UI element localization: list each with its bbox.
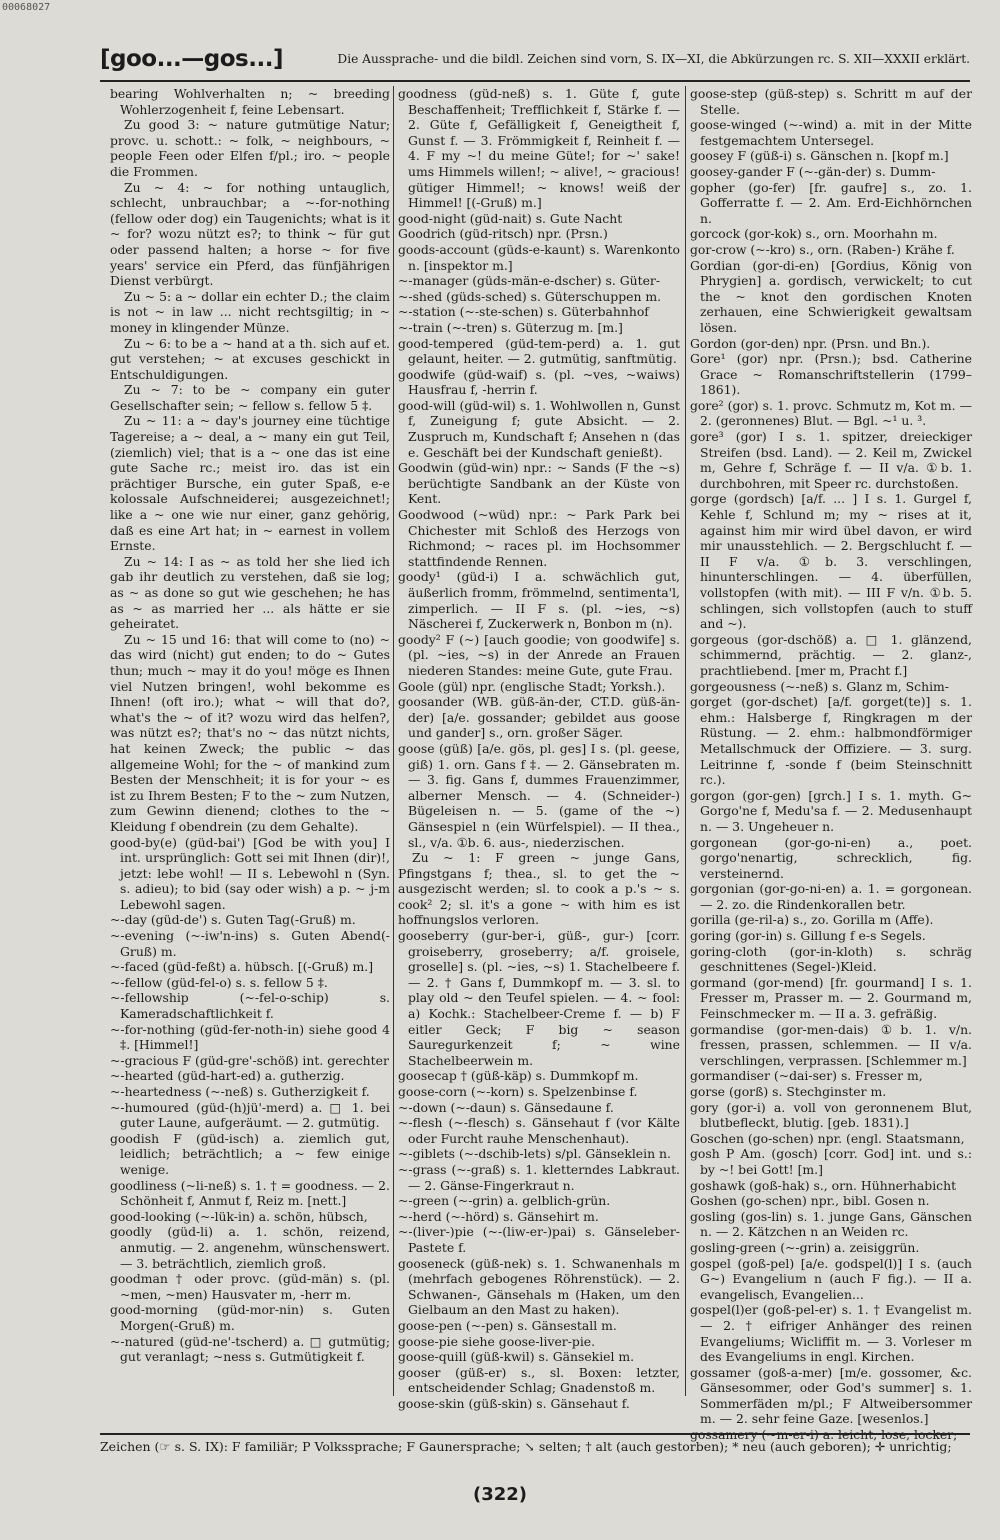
dictionary-entry: ~-humoured (güd-(h)jü'-merd) a. □ 1. bei guter Laune, aufgeräumt. — 2. gutmütig. bbox=[110, 1099, 390, 1131]
dictionary-entry: goosecap † (güß-käp) s. Dummkopf m. bbox=[398, 1068, 639, 1084]
dictionary-entry: goodish F (güd-isch) a. ziemlich gut, leidlich; beträchtlich; a ~ few einige wenige. bbox=[110, 1130, 390, 1177]
dictionary-entry: ~-(liver-)pie (~-(liw-er-)pai) s. Gänseleber-Pastete f. bbox=[398, 1224, 680, 1255]
header-note: Die Aussprache- und die bildl. Zeichen sind vorn, S. IX—XI, die Abkürzungen rc. S. XII—XXXII erklärt. bbox=[337, 52, 970, 66]
dictionary-entry: gorgonean (gor-go-ni-en) a., poet. gorgo'nenartig, schrecklich, fig. versteinernd. bbox=[690, 834, 972, 881]
dictionary-entry: Gore¹ (gor) npr. (Prsn.); bsd. Catherine Grace ~ Romanschriftstellerin (1799–1861). bbox=[690, 351, 972, 398]
dictionary-entry: gorgonian (gor-go-ni-en) a. 1. = gorgonean. — 2. zo. die Rindenkorallen betr. bbox=[690, 881, 972, 912]
dictionary-entry: gorget (gor-dschet) [a/f. gorget(te)] s. 1. ehm.: Halsberge f, Ringkragen m der Rüstung. — 2. ehm.: halbmondförmiger Metallschmuck der Offiziere. — 3. surg. Leitrinne f, -sonde f (beim Steinschnitt rc.). bbox=[690, 694, 972, 788]
dictionary-entry: gopher (go-fer) [fr. gaufre] s., zo. 1. Gofferratte f. — 2. Am. Erd-Eichhörnchen n. bbox=[690, 179, 972, 226]
dictionary-entry: ~-day (güd-de') s. Guten Tag(-Gruß) m. bbox=[110, 912, 356, 928]
dictionary-entry: good-looking (~-lük-in) a. schön, hübsch, bbox=[110, 1208, 368, 1224]
dictionary-entry: gormandiser (~dai-ser) s. Fresser m, bbox=[690, 1068, 923, 1084]
page-number: (322) bbox=[472, 1484, 528, 1505]
dictionary-entry: goodly (güd-li) a. 1. schön, reizend, anmutig. — 2. angenehm, wünschenswert. — 3. beträchtlich, ziemlich groß. bbox=[110, 1224, 390, 1271]
dictionary-entry: goosander (WB. güß-än-der, CT.D. güß-än-der) [a/e. gossander; gebildet aus goose und gander] s., orn. großer Säger. bbox=[398, 694, 680, 741]
headword-range: [goo...—gos...] bbox=[100, 46, 283, 72]
column-rule-left bbox=[393, 86, 394, 1396]
dictionary-entry: goodman † oder provc. (güd-män) s. (pl. ~men, ~men) Hausvater m, -herr m. bbox=[110, 1271, 390, 1302]
dictionary-entry: goody¹ (güd-i) I a. schwächlich gut, äußerlich fromm, frömmelnd, sentimenta'l, zimperlich. — II F s. (pl. ~ies, ~s) Näscherei f, Zuckerwerk n, Bonbon m (n). bbox=[398, 569, 680, 632]
dictionary-entry: Goschen (go-schen) npr. (engl. Staatsmann, bbox=[690, 1130, 965, 1146]
dictionary-entry: goose-pie siehe goose-liver-pie. bbox=[398, 1333, 596, 1349]
dictionary-entry: gosh P Am. (gosch) [corr. God] int. und s.: by ~! bei Gott! [m.] bbox=[690, 1146, 972, 1177]
dictionary-entry: gospel (goß-pel) [a/e. godspel(l)] I s. (auch G~) Evangelium n (auch F fig.). — II a. evangelisch, Evangelien... bbox=[690, 1255, 972, 1302]
dictionary-entry: ~-down (~-daun) s. Gänsedaune f. bbox=[398, 1099, 614, 1115]
dictionary-entry: goose (güß) [a/e. gös, pl. ges] I s. (pl. geese, giß) 1. orn. Gans f ‡. — 2. Gänsebraten m. — 3. fig. Gans f, dummes Frauenzimmer, alberner Mensch. — 4. (Schneider-) Bügeleisen n. — 5. (game of the ~) Gänsespiel n (ein Würfelspiel). — II thea., sl., v/a. ①b. 6. aus-, niederzischen. bbox=[398, 740, 680, 850]
dictionary-entry: Zu ~ 4: ~ for nothing untauglich, schlecht, unbrauchbar; a ~-for-nothing (fellow oder dog) ein Taugenichts; what is it ~ for? wozu nützt es?; to think ~ für gut oder passend halten; a horse ~ for five years' service ein Pferd, das fünfjährigen Dienst verbürgt. bbox=[110, 179, 390, 289]
scan-id: 00068027 bbox=[2, 2, 51, 13]
dictionary-entry: Goodrich (güd-ritsch) npr. (Prsn.) bbox=[398, 226, 608, 242]
dictionary-entry: bearing Wohlverhalten n; ~ breeding Wohlerzogenheit f, feine Lebensart. bbox=[110, 86, 390, 117]
dictionary-entry: good-tempered (güd-tem-perd) a. 1. gut gelaunt, heiter. — 2. gutmütig, sanftmütig. bbox=[398, 335, 680, 367]
dictionary-entry: gooser (güß-er) s., sl. Boxen: letzter, entscheidender Schlag; Gnadenstoß m. bbox=[398, 1364, 680, 1396]
dictionary-entry: gorgon (gor-gen) [grch.] I s. 1. myth. G~ Gorgo'ne f, Medu'sa f. — 2. Medusenhaupt n. — 3. Ungeheuer n. bbox=[690, 787, 972, 834]
dictionary-entry: goodliness (~li-neß) s. 1. † = goodness. — 2. Schönheit f, Anmut f, Reiz m. [nett.] bbox=[110, 1177, 390, 1209]
dictionary-entry: gorilla (ge-ril-a) s., zo. Gorilla m (Affe). bbox=[690, 912, 934, 928]
dictionary-entry: goring-cloth (gor-in-kloth) s. schräg geschnittenes (Segel-)Kleid. bbox=[690, 943, 972, 975]
dictionary-entry: goring (gor-in) s. Gillung f e-s Segels. bbox=[690, 928, 926, 944]
column-right bbox=[690, 86, 972, 1443]
dictionary-entry: gooseberry (gur-ber-i, güß-, gur-) [corr. groiseberry, groseberry; a/f. groisele, groselle] s. (pl. ~ies, ~s) 1. Stachelbeere f. — 2. † Gans f, Dummkopf m. — 3. sl. to play old ~ den Teufel spielen. — 4. ~ fool: a) Kochk.: Stachelbeer-Creme f. — b) F eitler Geck; F big ~ season Sauregurkenzeit f; ~ wine Stachelbeerwein m. bbox=[398, 928, 680, 1068]
dictionary-entry: ~-flesh (~-flesch) s. Gänsehaut f (vor Kälte oder Furcht rauhe Menschenhaut). bbox=[398, 1115, 680, 1146]
dictionary-entry: ~-shed (güds-sched) s. Güterschuppen m. bbox=[398, 288, 662, 304]
column-rule-right bbox=[685, 86, 686, 1396]
dictionary-entry: ~-giblets (~-dschib-lets) s/pl. Gänseklein n. bbox=[398, 1146, 671, 1162]
dictionary-entry: gor-crow (~-kro) s., orn. (Raben-) Krähe f. bbox=[690, 241, 955, 257]
dictionary-entry: Gordon (gor-den) npr. (Prsn. und Bn.). bbox=[690, 335, 931, 351]
dictionary-entry: gosling (gos-lin) s. 1. junge Gans, Gänschen n. — 2. Kätzchen n an Weiden rc. bbox=[690, 1208, 972, 1240]
dictionary-entry: gorge (gordsch) [a/f. ... ] I s. 1. Gurgel f, Kehle f, Schlund m; my ~ rises at it, against him mir wird übel davon, er wird mir unausstehlich. — 2. Bergschlucht f. — II F v/a. ①b. 3. verschlingen, hinunterschlingen. — 4. überfüllen, vollstopfen (with mit). — III F v/n. ①b. 5. schlingen, sich vollstopfen (auch to stuff and ~). bbox=[690, 491, 972, 632]
dictionary-entry: ~-fellowship (~-fel-o-schip) s. Kameradschaftlichkeit f. bbox=[110, 990, 390, 1022]
dictionary-entry: gorgeous (gor-dschöß) a. □ 1. glänzend, schimmernd, prächtig. — 2. glanz-, prachtliebend. [mer m, Pracht f.] bbox=[690, 631, 972, 678]
column-middle bbox=[398, 86, 680, 1411]
dictionary-entry: good-morning (güd-mor-nin) s. Guten Morgen(-Gruß) m. bbox=[110, 1302, 390, 1333]
dictionary-entry: goose-corn (~-korn) s. Spelzenbinse f. bbox=[398, 1084, 638, 1099]
dictionary-entry: Zu ~ 5: a ~ dollar ein echter D.; the claim is not ~ in law ... nicht rechtsgiltig; in ~ money in klingender Münze. bbox=[110, 288, 390, 335]
dictionary-entry: Zu ~ 7: to be ~ company ein guter Gesellschafter sein; ~ fellow s. fellow 5 ‡. bbox=[110, 382, 390, 413]
dictionary-entry: goodness (güd-neß) s. 1. Güte f, gute Beschaffenheit; Trefflichkeit f, Stärke f. — 2. Güte f, Gefälligkeit f, Geneigtheit f, Gunst f. — 3. Frömmigkeit f, Reinheit f. — 4. F my ~! du meine Güte!; for ~' sake! ums Himmels willen!; ~ alive!, ~ gracious! gütiger Himmel!; ~ knows! weiß der Himmel! [(-Gruß) m.] bbox=[398, 86, 680, 211]
dictionary-entry: Gordian (gor-di-en) [Gordius, König von Phrygien] a. gordisch, verwickelt; to cut the ~ knot den gordischen Knoten zerhauen, eine Schwierigkeit gewaltsam lösen. bbox=[690, 257, 972, 335]
dictionary-entry: Goshen (go-schen) npr., bibl. Gosen n. bbox=[690, 1193, 930, 1209]
dictionary-entry: goose-quill (güß-kwil) s. Gänsekiel m. bbox=[398, 1349, 635, 1365]
page-header bbox=[100, 44, 970, 82]
dictionary-entry: ~-gracious F (güd-gre'-schöß) int. gerechter bbox=[110, 1052, 389, 1068]
dictionary-entry: Zu ~ 15 und 16: that will come to (no) ~ das wird (nicht) gut enden; to do ~ Gutes thun; much ~ may it do you! möge es Ihnen viel Nutzen bringen!, wohl bekomme es Ihnen! (oft iro.); what ~ will that do?, what's the ~ of it? wozu wird das helfen?, was nützt es?; that's no ~ das nützt nichts, hat keinen Zweck; the public ~ das allgemeine Wohl; for the ~ of mankind zum Besten der Menschheit; it is for your ~ es ist zu Ihrem Besten; F to the ~ zum Nutzen, zum Gewinn dienend; clothes to the ~ Kleidung f obendrein (zu dem Gehalte). bbox=[110, 631, 390, 834]
dictionary-entry: goodwife (güd-waif) s. (pl. ~ves, ~waiws) Hausfrau f, -herrin f. bbox=[398, 366, 680, 398]
dictionary-entry: gorcock (gor-kok) s., orn. Moorhahn m. bbox=[690, 226, 938, 242]
dictionary-entry: ~-faced (güd-feßt) a. hübsch. [(-Gruß) m.] bbox=[110, 959, 374, 975]
dictionary-entry: Zu good 3: ~ nature gutmütige Natur; provc. u. schott.: ~ folk, ~ neighbours, ~ people Feen oder Elfen f/pl.; iro. ~ people die Frommen. bbox=[110, 117, 390, 179]
dictionary-entry: ~-manager (güds-män-e-dscher) s. Güter- bbox=[398, 273, 661, 289]
dictionary-entry: Zu ~ 11: a ~ day's journey eine tüchtige Tagereise; a ~ deal, a ~ many ein gut Teil, (ziemlich) viel; that is a ~ one das ist eine gute Sache rc.; meist iro. das ist ein prächtiger Bursche, ein guter Spaß, e-e kolossale Aufschneiderei; ausgezeichnet!; like a ~ one wie nur einer, ganz gehörig, daß es eine Art hat; in ~ earnest in vollem Ernste. bbox=[110, 413, 390, 554]
dictionary-entry: ~-green (~-grin) a. gelblich-grün. bbox=[398, 1193, 611, 1209]
dictionary-entry: ~-station (~-ste-schen) s. Güterbahnhof bbox=[398, 304, 649, 320]
dictionary-entry: ~-train (~-tren) s. Güterzug m. [m.] bbox=[398, 319, 623, 335]
dictionary-entry: goshawk (goß-hak) s., orn. Hühnerhabicht bbox=[690, 1177, 957, 1193]
dictionary-entry: gooseneck (güß-nek) s. 1. Schwanenhals m (mehrfach gebogenes Röhrenstück). — 2. Schwanen-, Gänsehals m (Haken, um den Gielbaum an den Mast zu haken). bbox=[398, 1255, 680, 1318]
dictionary-entry: good-will (güd-wil) s. 1. Wohlwollen n, Gunst f, Zuneigung f; gute Absicht. — 2. Zuspruch m, Kundschaft f; Ansehen n (das e. Geschäft bei der Kundschaft genießt). bbox=[398, 397, 680, 460]
dictionary-entry: gorse (gorß) s. Stechginster m. bbox=[690, 1084, 887, 1099]
dictionary-entry: goose-pen (~-pen) s. Gänsestall m. bbox=[398, 1317, 617, 1333]
dictionary-entry: Goodwin (güd-win) npr.: ~ Sands (F the ~s) berüchtigte Sandbank an der Küste von Kent. bbox=[398, 460, 680, 507]
dictionary-entry: ~-for-nothing (güd-fer-noth-in) siehe good 4 ‡. [Himmel!] bbox=[110, 1021, 390, 1053]
dictionary-entry: goosey F (güß-i) s. Gänschen n. [kopf m.] bbox=[690, 148, 949, 164]
dictionary-entry: goosey-gander F (~-gän-der) s. Dumm- bbox=[690, 163, 936, 179]
dictionary-entry: gosling-green (~-grin) a. zeisiggrün. bbox=[690, 1239, 920, 1255]
dictionary-entry: goody² F (~) [auch goodie; von goodwife] s. (pl. ~ies, ~s) in der Anrede an Frauen niederen Standes: meine Gute, gute Frau. bbox=[398, 631, 680, 678]
dictionary-entry: ~-natured (güd-ne'-tscherd) a. □ gutmütig; gut veranlagt; ~ness s. Gutmütigkeit f. bbox=[110, 1333, 390, 1365]
dictionary-entry: gory (gor-i) a. voll von geronnenem Blut, blutbefleckt, blutig. [geb. 1831).] bbox=[690, 1099, 972, 1131]
dictionary-entry: gore² (gor) s. 1. provc. Schmutz m, Kot m. — 2. (geronnenes) Blut. — Bgl. ~¹ u. ³. bbox=[690, 397, 972, 429]
column-left bbox=[110, 86, 390, 1396]
dictionary-entry: gormandise (gor-men-dais) ①b. 1. v/n. fressen, prassen, schlemmen. — II v/a. verschlingen, verprassen. [Schlemmer m.] bbox=[690, 1021, 972, 1068]
dictionary-entry: good-night (güd-nait) s. Gute Nacht bbox=[398, 210, 623, 226]
dictionary-entry: good-by(e) (güd-bai') [God be with you] I int. ursprünglich: Gott sei mit Ihnen (dir)!, jetzt: lebe wohl! — II s. Lebewohl n (Syn. s. adieu); to bid (say oder wish) a p. ~ j-m Lebewohl sagen. bbox=[110, 834, 390, 912]
dictionary-entry: gospel(l)er (goß-pel-er) s. 1. † Evangelist m. — 2. † eifriger Anhänger des reinen Evangeliums; Wicliffit m. — 3. Vorleser m des Evangeliums in engl. Kirchen. bbox=[690, 1302, 972, 1365]
dictionary-entry: Goodwood (~wüd) npr.: ~ Park Park bei Chichester mit Schloß des Herzogs von Richmond; ~ races pl. im Hochsommer stattfindende Rennen. bbox=[398, 507, 680, 569]
dictionary-entry: goose-skin (güß-skin) s. Gänsehaut f. bbox=[398, 1395, 630, 1411]
dictionary-entry: goose-step (güß-step) s. Schritt m auf der Stelle. bbox=[690, 86, 972, 117]
dictionary-entry: ~-heartedness (~-neß) s. Gutherzigkeit f. bbox=[110, 1084, 370, 1099]
dictionary-entry: Zu ~ 6: to be a ~ hand at a th. sich auf et. gut verstehen; ~ at excuses geschickt in Entschuldigungen. bbox=[110, 335, 390, 382]
dictionary-entry: ~-herd (~-hörd) s. Gänsehirt m. bbox=[398, 1208, 599, 1224]
dictionary-entry: Zu ~ 1: F green ~ junge Gans, Pfingstgans f; thea., sl. to get the ~ ausgezischt werden; sl. to cook a p.'s ~ s. cook² 2; sl. it's a gone ~ with him es ist hoffnungslos verloren. bbox=[398, 850, 680, 928]
dictionary-entry: ~-fellow (güd-fel-o) s. s. fellow 5 ‡. bbox=[110, 974, 328, 990]
dictionary-entry: gormand (gor-mend) [fr. gourmand] I s. 1. Fresser m, Prasser m. — 2. Gourmand m, Feinschmecker m. — II a. 3. gefräßig. bbox=[690, 974, 972, 1022]
dictionary-entry: Goole (gül) npr. (englische Stadt; Yorksh.). bbox=[398, 678, 666, 694]
dictionary-entry: gore³ (gor) I s. 1. spitzer, dreieckiger Streifen (bsd. Land). — 2. Keil m, Zwickel m, Gehre f, Schräge f. — II v/a. ①b. 1. durchbohren, mit Speer rc. durchstoßen. bbox=[690, 429, 972, 491]
dictionary-entry: gorgeousness (~-neß) s. Glanz m, Schim- bbox=[690, 678, 949, 694]
dictionary-entry: ~-evening (~-iw'n-ins) s. Guten Abend(-Gruß) m. bbox=[110, 928, 390, 959]
symbol-legend: Zeichen (☞ s. S. IX): F familiär; P Volkssprache; F Gaunersprache; ↘ selten; † alt (auch gestorben); * neu (auch geboren); ✛ unrichtig; bbox=[100, 1433, 970, 1454]
dictionary-entry: goose-winged (~-wind) a. mit in der Mitte festgemachtem Untersegel. bbox=[690, 117, 972, 148]
dictionary-entry: gossamery (~m-er-i) a. leicht, lose, locker; bbox=[690, 1427, 958, 1443]
dictionary-entry: ~-grass (~-graß) s. 1. kletterndes Labkraut. — 2. Gänse-Fingerkraut n. bbox=[398, 1161, 680, 1193]
dictionary-entry: ~-hearted (güd-hart-ed) a. gutherzig. bbox=[110, 1068, 345, 1084]
dictionary-entry: goods-account (güds-e-kaunt) s. Warenkonto n. [inspektor m.] bbox=[398, 241, 680, 273]
dictionary-entry: gossamer (goß-a-mer) [m/e. gossomer, &c. Gänsesommer, oder God's summer] s. 1. Sommerfäden m/pl.; F Altweibersommer m. — 2. sehr feine Gaze. [wesenlos.] bbox=[690, 1364, 972, 1427]
dictionary-entry: Zu ~ 14: I as ~ as told her she lied ich gab ihr deutlich zu verstehen, daß sie log; as ~ as done so gut wie geschehen; he has as ~ as married her ... als hätte er sie geheiratet. bbox=[110, 553, 390, 632]
